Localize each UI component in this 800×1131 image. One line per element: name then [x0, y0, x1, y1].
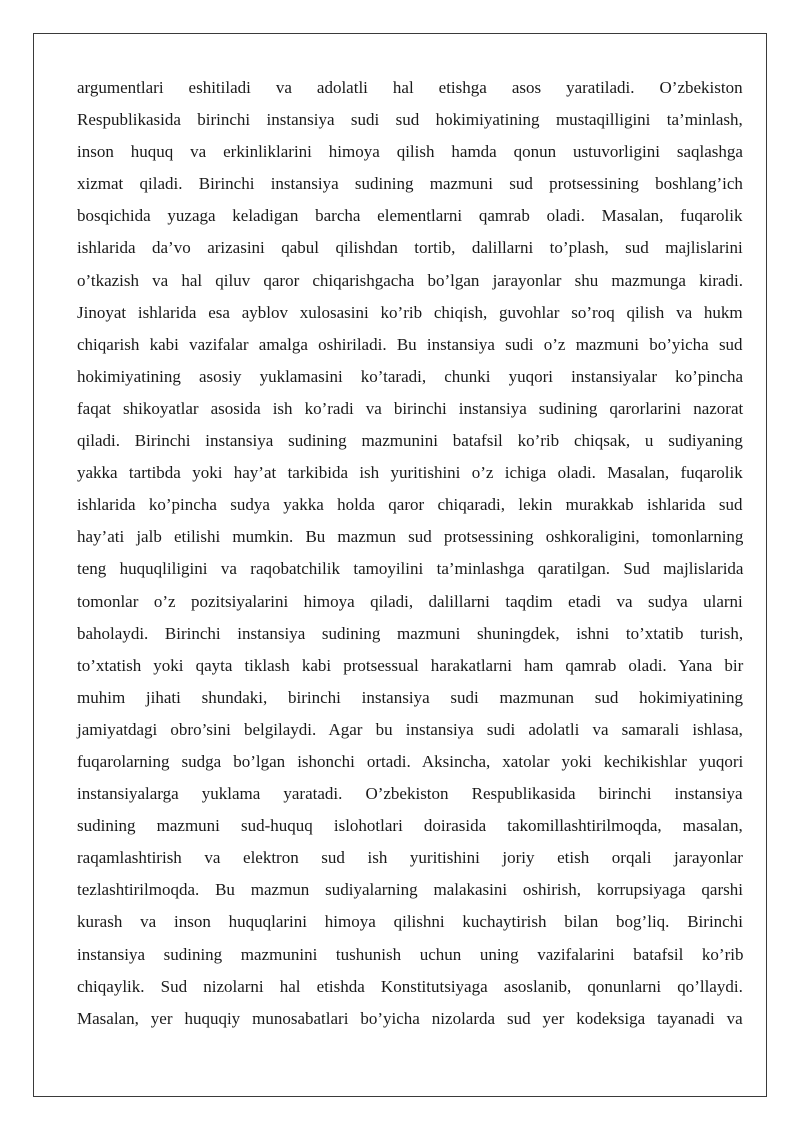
text-line: faqat shikoyatlar asosida ish ko’radi va birinchi instansiya sudining qarorlarini nazorat [77, 398, 744, 418]
text-line: tomonlar o’z pozitsiyalarini himoya qiladi, dalillarni taqdim etadi va sudya ularni [77, 591, 743, 611]
text-line: jamiyatdagi obro’sini belgilaydi. Agar bu instansiya sudi adolatli va samarali ishlasa, [77, 719, 743, 739]
text-line: argumentlari eshitiladi va adolatli hal etishga asos yaratiladi. O’zbekiston [77, 78, 743, 97]
text-line: ishlarida ko’pincha sudya yakka holda qaror chiqaradi, lekin murakkab ishlarida sud [77, 495, 743, 515]
text-line: kurash va inson huquqlarini himoya qilishni kuchaytirish bilan bog’liq. Birinchi [77, 912, 743, 932]
text-line: to’xtatish yoki qayta tiklash kabi protsessual harakatlarni ham qamrab oladi. Yana bir [77, 655, 744, 675]
document-body-text [77, 72, 743, 1035]
text-line: sudining mazmuni sud-huquq islohotlari doirasida takomillashtirilmoqda, masalan, [77, 816, 743, 836]
text-line: xizmat qiladi. Birinchi instansiya sudining mazmuni sud protsessining boshlang’ich [77, 174, 743, 194]
text-line: hokimiyatining asosiy yuklamasini ko’taradi, chunki yuqori instansiyalar ko’pincha [77, 366, 744, 386]
text-line: qiladi. Birinchi instansiya sudining mazmunini batafsil ko’rib chiqsak, u sudiyaning [77, 431, 743, 451]
text-line: chiqaylik. Sud nizolarni hal etishda Konstitutsiyaga asoslanib, qonunlarni qo’llaydi. [77, 976, 743, 996]
text-line: muhim jihati shundaki, birinchi instansiya sudi mazmunan sud hokimiyatining [77, 687, 744, 707]
text-line: tezlashtirilmoqda. Bu mazmun sudiyalarning malakasini oshirish, korrupsiyaga qarshi [77, 880, 743, 900]
text-line: inson huquq va erkinliklarini himoya qilish hamda qonun ustuvorligini saqlashga [77, 142, 743, 162]
text-line: teng huquqliligini va raqobatchilik tamoyilini ta’minlashga qaratilgan. Sud majlislarida [77, 559, 744, 579]
text-line: baholaydi. Birinchi instansiya sudining mazmuni shuningdek, ishni to’xtatib turish, [77, 623, 744, 643]
text-line: Masalan, yer huquqiy munosabatlari bo’yicha nizolarda sud yer kodeksiga tayanadi va [77, 1008, 743, 1028]
text-line: fuqarolarning sudga bo’lgan ishonchi ortadi. Aksincha, xatolar yoki kechikishlar yuqori [77, 751, 744, 771]
text-line: chiqarish kabi vazifalar amalga oshiriladi. Bu instansiya sudi o’z mazmuni bo’yicha sud [77, 334, 743, 354]
text-line: instansiyalarga yuklama yaratadi. O’zbekiston Respublikasida birinchi instansiya [77, 784, 743, 804]
text-line: yakka tartibda yoki hay’at tarkibida ish yuritishini o’z ichiga oladi. Masalan, fuqarolik [77, 463, 743, 483]
text-line: instansiya sudining mazmunini tushunish uchun uning vazifalarini batafsil ko’rib [77, 944, 744, 964]
text-line: hay’ati jalb etilishi mumkin. Bu mazmun sud protsessining oshkoraligini, tomonlarning [77, 527, 744, 547]
text-line: Jinoyat ishlarida esa ayblov xulosasini ko’rib chiqish, guvohlar so’roq qilish va hukm [77, 302, 743, 322]
text-line: Respublikasida birinchi instansiya sudi sud hokimiyatining mustaqilligini ta’minlash, [77, 110, 743, 130]
text-line: bosqichida yuzaga keladigan barcha elementlarni qamrab oladi. Masalan, fuqarolik [77, 206, 743, 226]
text-line: ishlarida da’vo arizasini qabul qilishdan tortib, dalillarni to’plash, sud majlislarini [77, 238, 743, 258]
text-line: o’tkazish va hal qiluv qaror chiqarishgacha bo’lgan jarayonlar shu mazmunga kiradi. [77, 270, 744, 290]
text-line: raqamlashtirish va elektron sud ish yuritishini joriy etish orqali jarayonlar [77, 848, 743, 868]
